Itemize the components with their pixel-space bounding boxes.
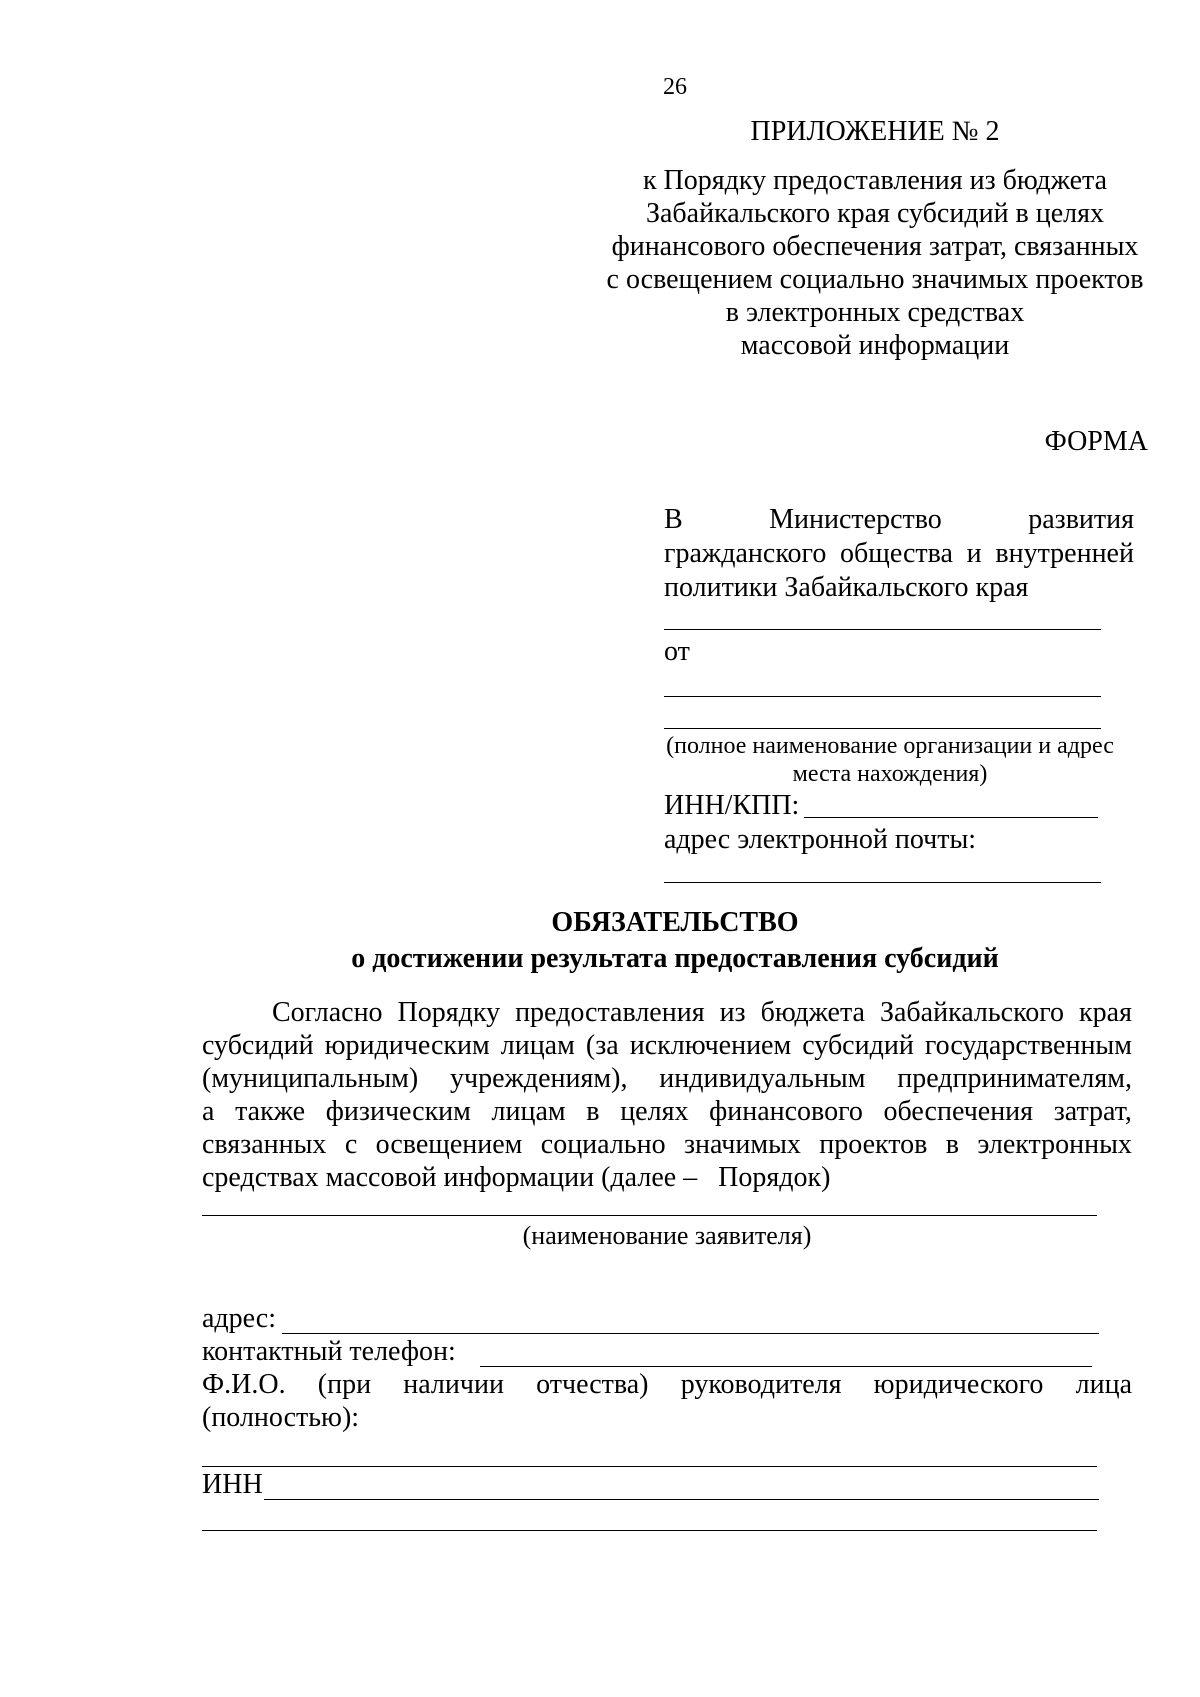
body-line-2 xyxy=(202,1029,1132,1062)
body-word: исключением xyxy=(629,1030,792,1061)
body-word: с xyxy=(344,1129,358,1160)
document-subtitle: о достижении результата предоставления субсидий xyxy=(351,943,999,974)
recipient-line-1 xyxy=(664,503,1134,537)
appendix-subtitle-line: с освещением социально значимых проектов xyxy=(606,264,1144,295)
body-word: (муниципальным) xyxy=(202,1063,419,1094)
body-word: субсидий xyxy=(202,1030,314,1061)
body-word: государственным xyxy=(924,1030,1132,1061)
body-line-3 xyxy=(202,1062,1132,1095)
recipient-word: общества xyxy=(840,538,953,569)
recipient-word: развития xyxy=(1028,504,1134,535)
body-word: бюджета xyxy=(760,997,865,1028)
body-word: а xyxy=(202,1096,215,1127)
appendix-subtitle-line: к Порядку предоставления из бюджета xyxy=(642,165,1108,196)
appendix-subtitle-line: финансового обеспечения затрат, связанных xyxy=(611,231,1139,262)
phone-blank-line xyxy=(480,1366,1092,1367)
body-word: лицам xyxy=(500,1030,575,1061)
body-word: затрат, xyxy=(1053,1096,1132,1127)
email-blank-line xyxy=(664,882,1101,883)
body-word: электронных xyxy=(977,1129,1132,1160)
appendix-title: ПРИЛОЖЕНИЕ № 2 xyxy=(750,116,1000,147)
recipient-word: В xyxy=(664,504,683,535)
form-label: ФОРМА xyxy=(1044,426,1148,457)
body-word: Согласно xyxy=(272,997,383,1028)
body-word: проектов xyxy=(819,1129,928,1160)
inn-blank-line xyxy=(264,1499,1099,1500)
body-word: значимых xyxy=(683,1129,801,1160)
body-line-6: средствах массовой информации (далее – Порядок) xyxy=(202,1162,831,1193)
recipient-word: и xyxy=(966,538,982,569)
body-word: обеспечения xyxy=(883,1096,1034,1127)
body-word: предоставления xyxy=(515,997,705,1028)
from-blank-line-2 xyxy=(664,728,1101,729)
recipient-block xyxy=(664,503,1134,605)
recipient-word: внутренней xyxy=(995,538,1134,569)
recipient-line-2 xyxy=(664,537,1134,571)
extra-blank-line xyxy=(202,1530,1097,1531)
phone-label: контактный телефон: xyxy=(202,1336,456,1367)
body-word: целях xyxy=(620,1096,689,1127)
head-fio-continued: (полностью): xyxy=(202,1402,360,1433)
body-word: лицам xyxy=(491,1096,566,1127)
fio-blank-line xyxy=(202,1466,1097,1467)
appendix-subtitle xyxy=(590,164,1160,362)
fio-word: лица xyxy=(1075,1369,1132,1400)
appendix-subtitle-line: Забайкальского края субсидий в целях xyxy=(645,198,1105,229)
from-blank-line-1 xyxy=(664,696,1101,697)
fio-word: отчества) xyxy=(536,1369,649,1400)
body-word: Забайкальского xyxy=(879,997,1065,1028)
head-fio-row xyxy=(202,1369,1132,1401)
body-word: Порядку xyxy=(397,997,501,1028)
body-word: учреждениям), xyxy=(450,1063,628,1094)
body-word: индивидуальным xyxy=(659,1063,866,1094)
body-word: предпринимателям, xyxy=(897,1063,1132,1094)
body-paragraph xyxy=(202,996,1132,1194)
body-word: финансового xyxy=(709,1096,863,1127)
body-word: связанных xyxy=(202,1129,327,1160)
body-line-1 xyxy=(202,996,1132,1029)
body-word: физическим xyxy=(325,1096,471,1127)
body-line-5 xyxy=(202,1128,1132,1161)
body-word: (за xyxy=(585,1030,619,1061)
body-word: юридическим xyxy=(324,1030,490,1061)
document-title: ОБЯЗАТЕЛЬСТВО xyxy=(551,907,799,938)
fio-word: юридического xyxy=(873,1369,1044,1400)
fio-word: наличии xyxy=(403,1369,504,1400)
email-label: адрес электронной почты: xyxy=(664,824,977,855)
fio-word: Ф.И.О. xyxy=(202,1369,286,1400)
recipient-blank-line xyxy=(664,629,1101,630)
address-blank-line xyxy=(282,1333,1099,1334)
recipient-word: гражданского xyxy=(664,538,827,569)
org-caption-line: (полное наименование организации и адрес xyxy=(666,733,1114,759)
body-line-4 xyxy=(202,1095,1132,1128)
body-word: субсидий xyxy=(802,1030,914,1061)
appendix-subtitle-line: массовой информации xyxy=(740,330,1010,361)
from-label: от xyxy=(664,636,690,667)
body-word: края xyxy=(1079,997,1132,1028)
applicant-blank-line xyxy=(202,1215,1097,1216)
inn-label: ИНН xyxy=(202,1469,263,1500)
body-word: социально xyxy=(540,1129,666,1160)
address-label: адрес: xyxy=(202,1303,277,1334)
body-word: в xyxy=(586,1096,600,1127)
body-word: в xyxy=(945,1129,959,1160)
recipient-line-3: политики Забайкальского края xyxy=(664,572,1029,603)
fio-word: (при xyxy=(317,1369,372,1400)
inn-kpp-label: ИНН/КПП: xyxy=(664,790,800,821)
org-caption-line: места нахождения) xyxy=(792,761,988,787)
inn-kpp-blank-line xyxy=(804,817,1098,818)
recipient-word: Министерство xyxy=(769,504,942,535)
org-caption xyxy=(640,732,1140,788)
page-number: 26 xyxy=(663,74,687,100)
applicant-caption: (наименование заявителя) xyxy=(522,1221,812,1250)
body-word: освещением xyxy=(375,1129,523,1160)
body-word: также xyxy=(235,1096,306,1127)
appendix-subtitle-line: в электронных средствах xyxy=(725,297,1025,328)
fio-word: руководителя xyxy=(680,1369,842,1400)
body-word: из xyxy=(719,997,746,1028)
